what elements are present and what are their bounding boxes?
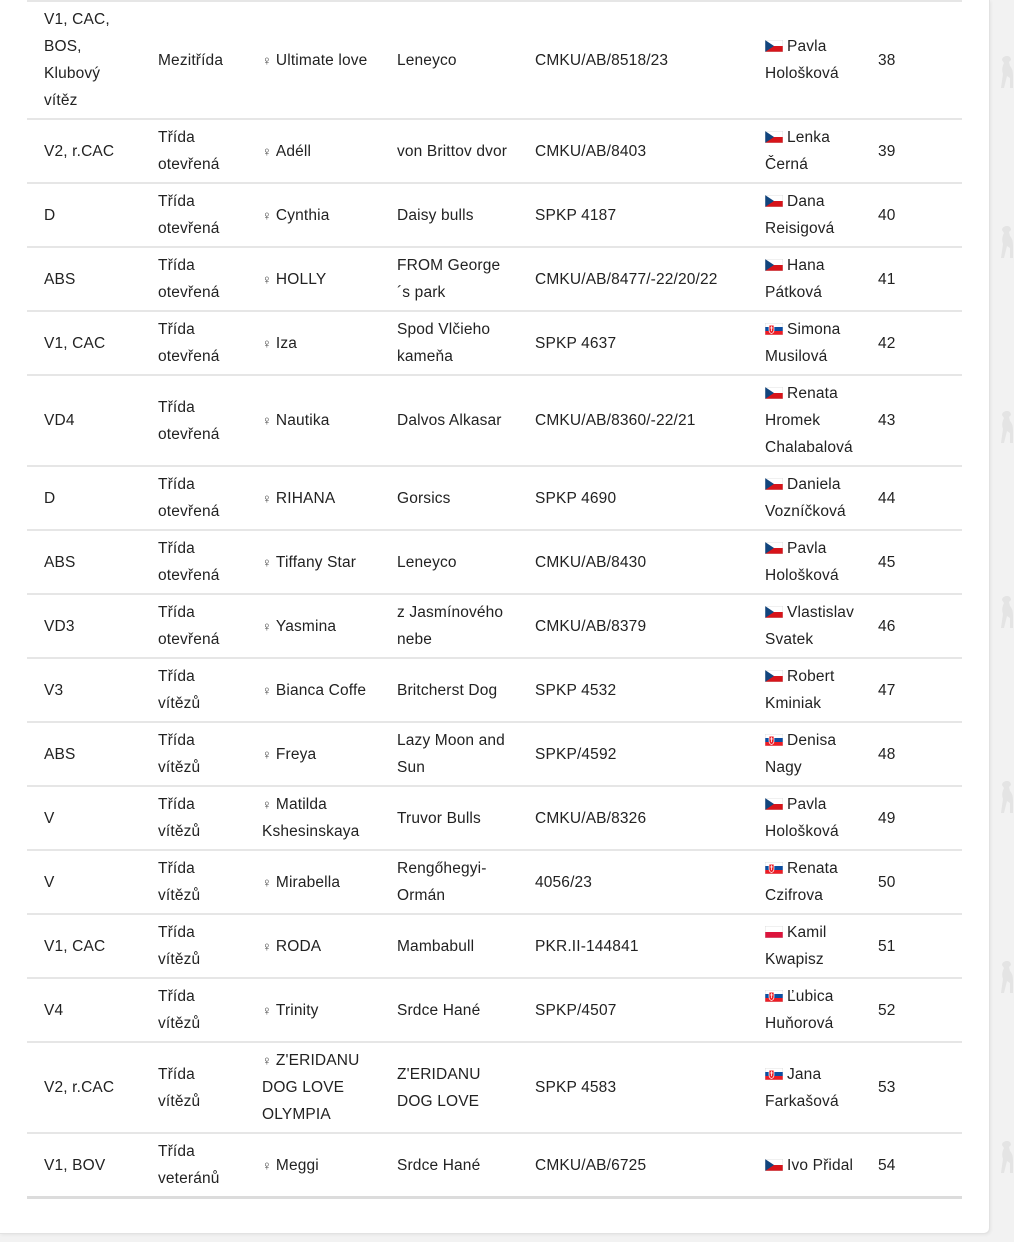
kennel-text: Rengőhegyi-Ormán <box>397 860 487 904</box>
placement-text: V1, BOV <box>44 1156 106 1174</box>
dog-name-text: Nautika <box>275 412 330 429</box>
kennel-text: Z'ERIDANU DOG LOVE <box>397 1065 481 1110</box>
kennel-text: z Jasmínového nebe <box>397 604 504 648</box>
kennel-text: Mambabull <box>397 937 475 955</box>
dog-name-cell <box>245 183 380 247</box>
catalog-number-cell <box>872 594 962 658</box>
placement-cell <box>27 978 141 1042</box>
female-sign-icon: ♀ <box>262 52 272 68</box>
placement-cell <box>27 247 141 311</box>
catalog-number-cell <box>872 1042 962 1133</box>
owner-cell <box>748 1 872 119</box>
kennel-text: Gorsics <box>397 489 451 507</box>
registration-cell <box>518 119 748 183</box>
table-row <box>27 183 962 247</box>
owner-text: Dana Reisigová <box>765 193 835 237</box>
class-cell <box>141 1133 245 1198</box>
placement-text: VD3 <box>44 617 75 635</box>
registration-cell <box>518 1 748 119</box>
catalog-number-text: 43 <box>878 412 896 429</box>
registration-text: CMKU/AB/8326 <box>535 809 647 827</box>
registration-cell <box>518 914 748 978</box>
registration-text: SPKP 4583 <box>535 1079 617 1096</box>
class-text: Mezitřída <box>158 51 224 69</box>
owner-cell <box>748 786 872 850</box>
class-text: Třída vítězů <box>158 796 201 840</box>
table-row <box>27 658 962 722</box>
catalog-number-text: 41 <box>878 270 896 288</box>
owner-cell <box>748 850 872 914</box>
female-sign-icon: ♀ <box>262 1157 272 1173</box>
dog-name-cell <box>245 594 380 658</box>
class-cell <box>141 375 245 466</box>
dog-silhouette-icon <box>996 595 1014 629</box>
class-cell <box>141 722 245 786</box>
registration-text: CMKU/AB/8477/-22/20/22 <box>535 270 718 288</box>
dog-name-text: Yasmina <box>275 617 337 635</box>
owner-text: Daniela Vozníčková <box>765 476 846 520</box>
czech-flag-icon <box>765 195 783 207</box>
kennel-cell <box>380 914 518 978</box>
dog-name-text: Iza <box>275 334 298 352</box>
dog-silhouette-icon <box>996 1140 1014 1174</box>
kennel-text: Dalvos Alkasar <box>397 412 502 429</box>
table-row <box>27 1 962 119</box>
placement-cell <box>27 311 141 375</box>
class-cell <box>141 850 245 914</box>
placement-cell <box>27 914 141 978</box>
dog-name-text: Ultimate love <box>275 51 368 69</box>
placement-text: V1, CAC <box>44 334 106 352</box>
table-row <box>27 1133 962 1198</box>
female-sign-icon: ♀ <box>262 1053 272 1068</box>
table-row <box>27 247 962 311</box>
kennel-cell <box>380 530 518 594</box>
dog-name-cell <box>245 978 380 1042</box>
polish-flag-icon <box>765 926 783 938</box>
slovak-flag-icon <box>765 323 783 335</box>
kennel-text: Leneyco <box>397 51 457 69</box>
placement-text: V2, r.CAC <box>44 142 115 160</box>
female-sign-icon: ♀ <box>262 797 272 812</box>
dog-name-cell <box>245 658 380 722</box>
czech-flag-icon <box>765 606 783 618</box>
registration-text: SPKP 4532 <box>535 681 617 699</box>
dog-name-text: RIHANA <box>275 489 336 507</box>
class-cell <box>141 914 245 978</box>
registration-cell <box>518 978 748 1042</box>
dog-name-cell <box>245 1133 380 1198</box>
kennel-text: Srdce Hané <box>397 1156 481 1174</box>
catalog-number-text: 44 <box>878 489 896 507</box>
owner-text: Denisa Nagy <box>765 732 837 776</box>
female-sign-icon: ♀ <box>262 618 272 634</box>
owner-cell <box>748 183 872 247</box>
owner-text: Hana Pátková <box>765 257 825 301</box>
owner-text: Pavla Hološková <box>765 796 839 840</box>
catalog-number-text: 47 <box>878 681 896 699</box>
owner-cell <box>748 594 872 658</box>
class-text: Třída vítězů <box>158 988 201 1032</box>
class-cell <box>141 119 245 183</box>
results-table-body <box>27 1 962 1198</box>
class-text: Třída otevřená <box>158 476 220 520</box>
female-sign-icon: ♀ <box>262 1002 272 1018</box>
female-sign-icon: ♀ <box>262 207 272 223</box>
kennel-cell <box>380 375 518 466</box>
registration-text: SPKP/4507 <box>535 1001 617 1019</box>
owner-cell <box>748 311 872 375</box>
dog-name-text: Cynthia <box>275 206 330 224</box>
placement-text: V1, CAC <box>44 937 106 955</box>
slovak-flag-icon <box>765 734 783 746</box>
kennel-text: Truvor Bulls <box>397 809 481 827</box>
registration-text: CMKU/AB/8518/23 <box>535 51 669 69</box>
kennel-cell <box>380 247 518 311</box>
czech-flag-icon <box>765 131 783 143</box>
table-row <box>27 375 962 466</box>
kennel-cell <box>380 1133 518 1198</box>
placement-text: D <box>44 489 56 507</box>
catalog-number-text: 51 <box>878 937 896 955</box>
table-row <box>27 311 962 375</box>
kennel-text: Leneyco <box>397 553 457 571</box>
registration-text: 4056/23 <box>535 873 593 891</box>
catalog-number-text: 52 <box>878 1001 896 1019</box>
dog-name-text: Meggi <box>275 1156 319 1174</box>
kennel-cell <box>380 978 518 1042</box>
catalog-number-text: 53 <box>878 1079 896 1096</box>
results-table <box>27 0 962 1199</box>
dog-name-cell <box>245 786 380 850</box>
female-sign-icon: ♀ <box>262 746 272 762</box>
catalog-number-cell <box>872 311 962 375</box>
registration-cell <box>518 375 748 466</box>
catalog-number-text: 50 <box>878 873 896 891</box>
table-row <box>27 722 962 786</box>
kennel-text: Spod Vlčieho kameňa <box>397 321 491 365</box>
class-cell <box>141 530 245 594</box>
catalog-number-cell <box>872 914 962 978</box>
dog-silhouette-icon <box>996 55 1014 89</box>
placement-text: ABS <box>44 270 76 288</box>
catalog-number-text: 40 <box>878 206 896 224</box>
class-text: Třída veteránů <box>158 1143 220 1187</box>
placement-cell <box>27 594 141 658</box>
table-row <box>27 594 962 658</box>
dog-name-cell <box>245 530 380 594</box>
catalog-number-cell <box>872 786 962 850</box>
table-row <box>27 530 962 594</box>
registration-cell <box>518 1042 748 1133</box>
catalog-number-text: 48 <box>878 745 896 763</box>
dog-name-text: Adéll <box>275 142 312 160</box>
placement-text: V <box>44 873 55 891</box>
czech-flag-icon <box>765 40 783 52</box>
class-text: Třída otevřená <box>158 540 220 584</box>
table-row <box>27 1042 962 1133</box>
owner-text: Vlastislav Svatek <box>765 604 854 648</box>
registration-text: SPKP 4637 <box>535 334 617 352</box>
owner-text: Ivo Přidal <box>787 1156 854 1174</box>
registration-text: CMKU/AB/6725 <box>535 1156 647 1174</box>
catalog-number-text: 39 <box>878 142 896 160</box>
table-row <box>27 119 962 183</box>
owner-text: Renata Czifrova <box>765 860 838 904</box>
class-text: Třída otevřená <box>158 321 220 365</box>
placement-cell <box>27 1 141 119</box>
catalog-number-cell <box>872 978 962 1042</box>
registration-text: CMKU/AB/8403 <box>535 142 647 160</box>
owner-cell <box>748 530 872 594</box>
owner-cell <box>748 914 872 978</box>
table-row <box>27 978 962 1042</box>
registration-cell <box>518 850 748 914</box>
owner-cell <box>748 247 872 311</box>
placement-text: ABS <box>44 553 76 571</box>
registration-cell <box>518 530 748 594</box>
owner-text: Ľubica Huňorová <box>765 988 834 1032</box>
class-text: Třída otevřená <box>158 129 220 173</box>
kennel-cell <box>380 786 518 850</box>
kennel-cell <box>380 311 518 375</box>
placement-cell <box>27 375 141 466</box>
owner-cell <box>748 722 872 786</box>
registration-cell <box>518 722 748 786</box>
czech-flag-icon <box>765 478 783 490</box>
registration-cell <box>518 183 748 247</box>
class-cell <box>141 1042 245 1133</box>
dog-name-cell <box>245 311 380 375</box>
class-text: Třída otevřená <box>158 257 220 301</box>
kennel-cell <box>380 1042 518 1133</box>
class-text: Třída otevřená <box>158 604 220 648</box>
catalog-number-cell <box>872 722 962 786</box>
catalog-number-text: 49 <box>878 809 896 827</box>
dog-silhouette-icon <box>996 960 1014 994</box>
dog-name-cell <box>245 466 380 530</box>
class-text: Třída vítězů <box>158 732 201 776</box>
dog-name-text: Bianca Coffe <box>275 681 367 699</box>
owner-cell <box>748 658 872 722</box>
class-text: Třída vítězů <box>158 668 201 712</box>
kennel-cell <box>380 119 518 183</box>
owner-cell <box>748 1042 872 1133</box>
dog-name-text: Matilda Kshesinskaya <box>262 796 360 840</box>
placement-text: V <box>44 809 55 827</box>
owner-text: Simona Musilová <box>765 321 841 365</box>
class-cell <box>141 247 245 311</box>
czech-flag-icon <box>765 259 783 271</box>
kennel-cell <box>380 850 518 914</box>
placement-cell <box>27 786 141 850</box>
placement-cell <box>27 850 141 914</box>
registration-cell <box>518 658 748 722</box>
table-row <box>27 466 962 530</box>
catalog-number-text: 42 <box>878 334 896 352</box>
female-sign-icon: ♀ <box>262 682 272 698</box>
dog-name-cell <box>245 375 380 466</box>
owner-cell <box>748 1133 872 1198</box>
female-sign-icon: ♀ <box>262 335 272 351</box>
dog-name-text: Trinity <box>275 1001 319 1019</box>
slovak-flag-icon <box>765 862 783 874</box>
placement-cell <box>27 183 141 247</box>
placement-text: V1, CAC, BOS, Klubový vítěz <box>44 11 110 109</box>
owner-cell <box>748 119 872 183</box>
catalog-number-text: 45 <box>878 553 896 571</box>
dog-name-cell <box>245 722 380 786</box>
czech-flag-icon <box>765 1159 783 1171</box>
catalog-number-cell <box>872 466 962 530</box>
catalog-number-cell <box>872 1 962 119</box>
class-cell <box>141 311 245 375</box>
registration-cell <box>518 247 748 311</box>
dog-name-text: HOLLY <box>275 270 327 288</box>
female-sign-icon: ♀ <box>262 490 272 506</box>
catalog-number-cell <box>872 375 962 466</box>
registration-text: SPKP 4690 <box>535 489 617 507</box>
dog-name-text: Mirabella <box>275 873 341 891</box>
dog-silhouette-icon <box>996 780 1014 814</box>
placement-cell <box>27 466 141 530</box>
owner-cell <box>748 466 872 530</box>
catalog-number-cell <box>872 183 962 247</box>
dog-name-text: Z'ERIDANU DOG LOVE OLYMPIA <box>262 1052 360 1123</box>
placement-cell <box>27 1042 141 1133</box>
class-text: Třída vítězů <box>158 860 201 904</box>
kennel-cell <box>380 1 518 119</box>
registration-cell <box>518 311 748 375</box>
class-text: Třída otevřená <box>158 193 220 237</box>
placement-cell <box>27 530 141 594</box>
dog-name-text: Tiffany Star <box>275 553 357 571</box>
placement-text: D <box>44 206 56 224</box>
owner-text: Jana Farkašová <box>765 1065 839 1110</box>
table-row <box>27 850 962 914</box>
placement-cell <box>27 658 141 722</box>
female-sign-icon: ♀ <box>262 271 272 287</box>
registration-cell <box>518 1133 748 1198</box>
owner-text: Lenka Černá <box>765 129 830 173</box>
catalog-number-cell <box>872 658 962 722</box>
slovak-flag-icon <box>765 990 783 1002</box>
owner-cell <box>748 375 872 466</box>
catalog-number-text: 54 <box>878 1156 896 1174</box>
dog-silhouette-icon <box>996 410 1014 444</box>
kennel-cell <box>380 594 518 658</box>
registration-text: SPKP/4592 <box>535 745 617 763</box>
owner-text: Pavla Hološková <box>765 540 839 584</box>
class-cell <box>141 1 245 119</box>
dog-name-cell <box>245 850 380 914</box>
dog-silhouette-icon <box>996 225 1014 259</box>
kennel-text: Srdce Hané <box>397 1001 481 1019</box>
slovak-flag-icon <box>765 1068 783 1080</box>
kennel-text: Lazy Moon and Sun <box>397 732 505 776</box>
czech-flag-icon <box>765 670 783 682</box>
kennel-text: Britcherst Dog <box>397 681 498 699</box>
placement-cell <box>27 722 141 786</box>
czech-flag-icon <box>765 798 783 810</box>
dog-name-text: Freya <box>275 745 317 763</box>
class-text: Třída vítězů <box>158 1065 201 1110</box>
class-text: Třída vítězů <box>158 924 201 968</box>
registration-cell <box>518 594 748 658</box>
registration-text: SPKP 4187 <box>535 206 617 224</box>
kennel-text: FROM George´s park <box>397 257 501 301</box>
owner-cell <box>748 978 872 1042</box>
registration-text: CMKU/AB/8430 <box>535 553 647 571</box>
dog-name-cell <box>245 1 380 119</box>
kennel-text: von Brittov dvor <box>397 142 508 160</box>
czech-flag-icon <box>765 542 783 554</box>
owner-text: Pavla Hološková <box>765 38 839 82</box>
table-row <box>27 914 962 978</box>
registration-cell <box>518 466 748 530</box>
kennel-cell <box>380 183 518 247</box>
owner-text: Kamil Kwapisz <box>765 924 827 968</box>
class-text: Třída otevřená <box>158 398 220 443</box>
dog-name-cell <box>245 1042 380 1133</box>
owner-text: Robert Kminiak <box>765 668 835 712</box>
placement-cell <box>27 1133 141 1198</box>
catalog-number-cell <box>872 1133 962 1198</box>
class-cell <box>141 658 245 722</box>
female-sign-icon: ♀ <box>262 413 272 428</box>
placement-text: V4 <box>44 1001 64 1019</box>
female-sign-icon: ♀ <box>262 143 272 159</box>
registration-text: CMKU/AB/8360/-22/21 <box>535 412 696 429</box>
registration-text: CMKU/AB/8379 <box>535 617 647 635</box>
kennel-cell <box>380 466 518 530</box>
czech-flag-icon <box>765 387 783 399</box>
dog-name-cell <box>245 119 380 183</box>
table-row <box>27 786 962 850</box>
class-cell <box>141 183 245 247</box>
kennel-cell <box>380 722 518 786</box>
female-sign-icon: ♀ <box>262 938 272 954</box>
catalog-number-cell <box>872 247 962 311</box>
registration-cell <box>518 786 748 850</box>
female-sign-icon: ♀ <box>262 554 272 570</box>
female-sign-icon: ♀ <box>262 874 272 890</box>
dog-name-cell <box>245 914 380 978</box>
placement-text: VD4 <box>44 412 75 429</box>
kennel-text: Daisy bulls <box>397 206 474 224</box>
registration-text: PKR.II-144841 <box>535 937 639 955</box>
dog-name-cell <box>245 247 380 311</box>
class-cell <box>141 594 245 658</box>
class-cell <box>141 786 245 850</box>
kennel-cell <box>380 658 518 722</box>
catalog-number-cell <box>872 530 962 594</box>
dog-name-text: RODA <box>275 937 322 955</box>
class-cell <box>141 978 245 1042</box>
catalog-number-cell <box>872 119 962 183</box>
placement-text: ABS <box>44 745 76 763</box>
catalog-number-cell <box>872 850 962 914</box>
catalog-number-text: 38 <box>878 51 896 69</box>
placement-cell <box>27 119 141 183</box>
catalog-number-text: 46 <box>878 617 896 635</box>
class-cell <box>141 466 245 530</box>
owner-text: Renata Hromek Chalabalová <box>765 385 853 456</box>
placement-text: V2, r.CAC <box>44 1079 115 1096</box>
placement-text: V3 <box>44 681 64 699</box>
